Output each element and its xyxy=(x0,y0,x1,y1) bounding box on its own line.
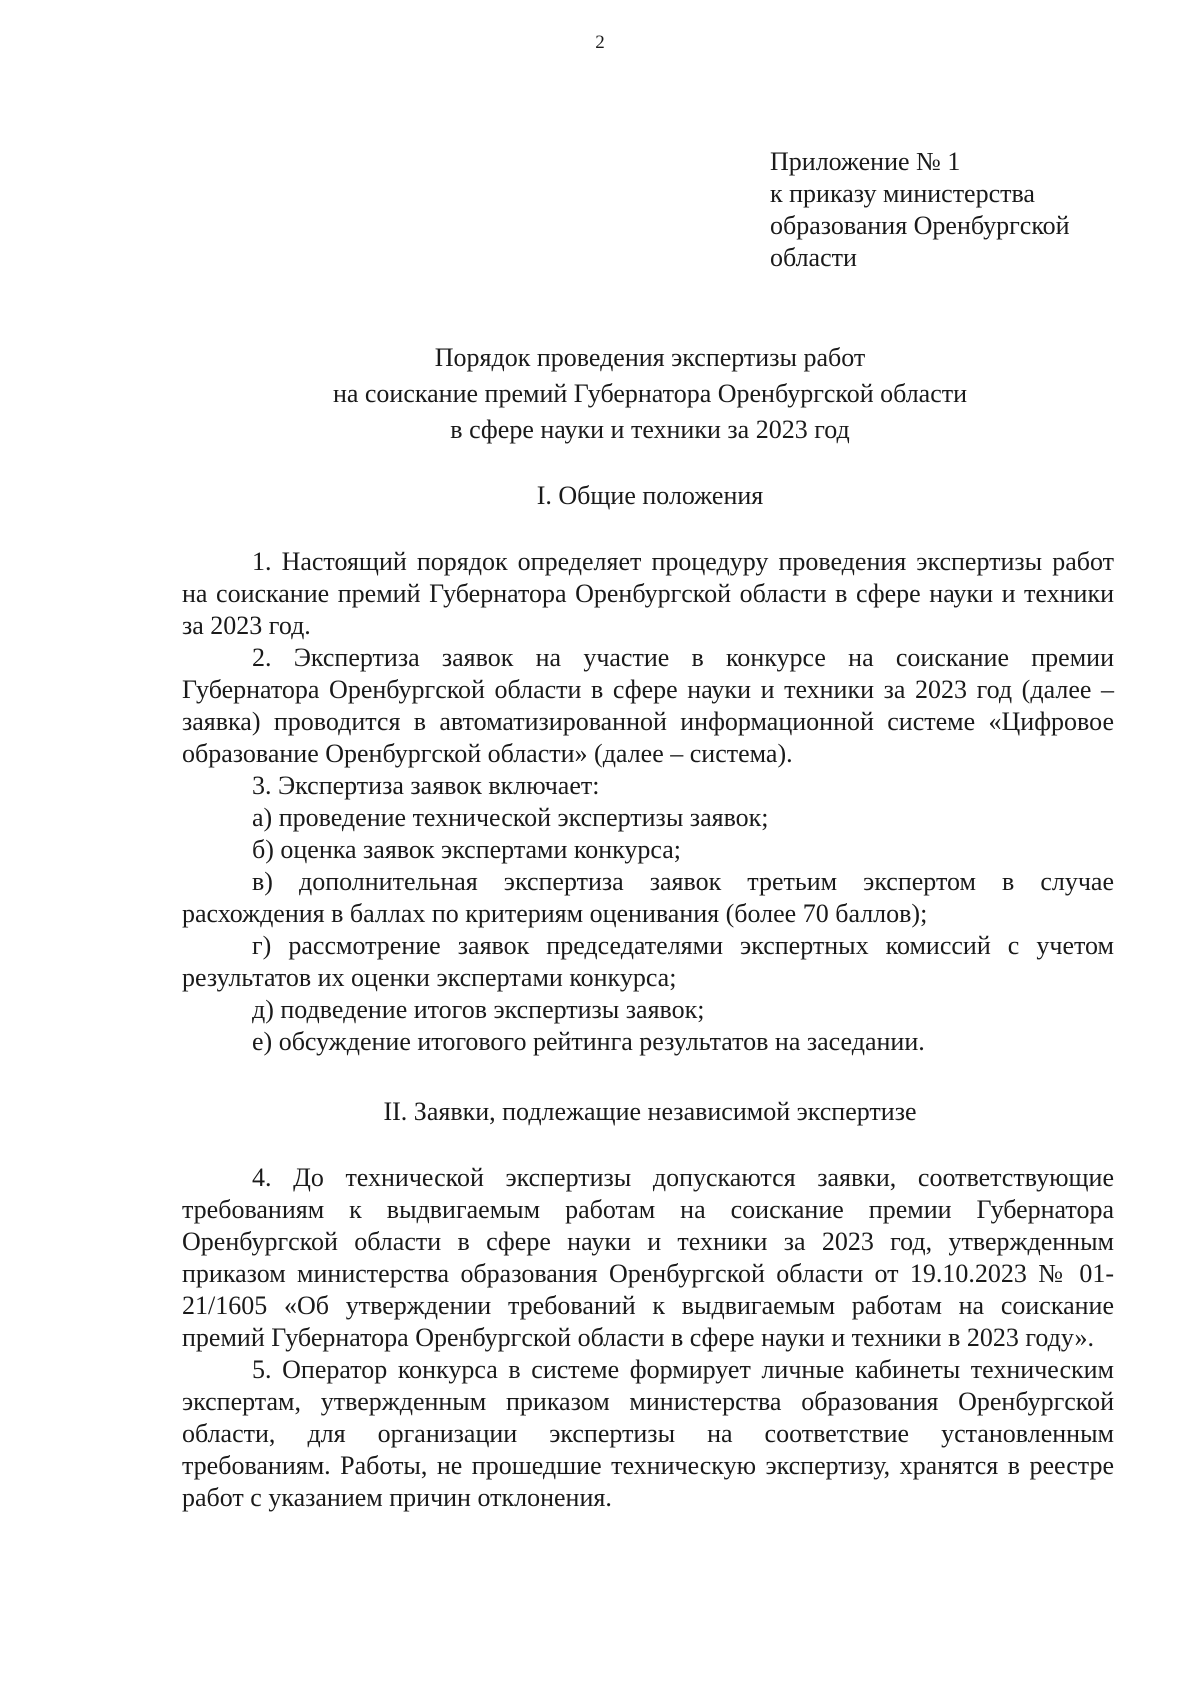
section-1-heading: I. Общие положения xyxy=(536,481,764,510)
title-line: в сфере науки и техники за 2023 год xyxy=(450,415,850,444)
list-item-e: е) обсуждение итогового рейтинга результатов на заседании. xyxy=(252,1027,925,1056)
page-number: 2 xyxy=(595,32,605,53)
appendix-line: образования Оренбургской xyxy=(770,211,1070,240)
appendix-line: Приложение № 1 xyxy=(770,147,961,176)
list-item-v: в) дополнительная экспертиза заявок третьим экспертом в случае расхождения в баллах по критериям оценивания (более 70 баллов); xyxy=(182,867,1114,928)
appendix-block xyxy=(770,146,1150,274)
paragraph-5: 5. Оператор конкурса в системе формирует личные кабинеты техническим экспертам, утвержденным приказом министерства образования Оренбургской области, для организации экспертизы на соответствие установленным требованиям. Работы, не прошедшие техническую экспертизу, хранятся в реестре работ с указанием причин отклонения. xyxy=(182,1355,1114,1512)
section-1-body xyxy=(182,546,1114,1058)
list-item-d: д) подведение итогов экспертизы заявок; xyxy=(252,995,705,1024)
list-item-a: а) проведение технической экспертизы заявок; xyxy=(252,803,769,832)
appendix-line: области xyxy=(770,243,857,272)
paragraph-4: 4. До технической экспертизы допускаются заявки, соответствующие требованиям к выдвигаемым работам на соискание премии Губернатора Оренбургской области в сфере науки и техники за 2023 год, утвержденным приказом министерства образования Оренбургской области от 19.10.2023 № 01-21/1605 «Об утверждении требований к выдвигаемым работам на соискание премий Губернатора Оренбургской области в сфере науки и техники в 2023 году». xyxy=(182,1163,1114,1352)
document-title xyxy=(200,340,1100,448)
list-item-g: г) рассмотрение заявок председателями экспертных комиссий с учетом результатов их оценки экспертами конкурса; xyxy=(182,931,1114,992)
title-line: Порядок проведения экспертизы работ xyxy=(434,343,866,372)
paragraph-2: 2. Экспертиза заявок на участие в конкурсе на соискание премии Губернатора Оренбургской области в сфере науки и техники за 2023 год (далее – заявка) проводится в автоматизированной информационной системе «Цифровое образование Оренбургской области» (далее – система). xyxy=(182,643,1114,768)
title-line: на соискание премий Губернатора Оренбургской области xyxy=(332,379,968,408)
appendix-line: к приказу министерства xyxy=(770,179,1035,208)
section-2-body xyxy=(182,1162,1114,1514)
section-2-heading: II. Заявки, подлежащие независимой экспертизе xyxy=(383,1097,917,1126)
paragraph-1: 1. Настоящий порядок определяет процедуру проведения экспертизы работ на соискание премий Губернатора Оренбургской области в сфере науки и техники за 2023 год. xyxy=(182,547,1114,640)
paragraph-3: 3. Экспертиза заявок включает: xyxy=(252,771,600,800)
list-item-b: б) оценка заявок экспертами конкурса; xyxy=(252,835,682,864)
